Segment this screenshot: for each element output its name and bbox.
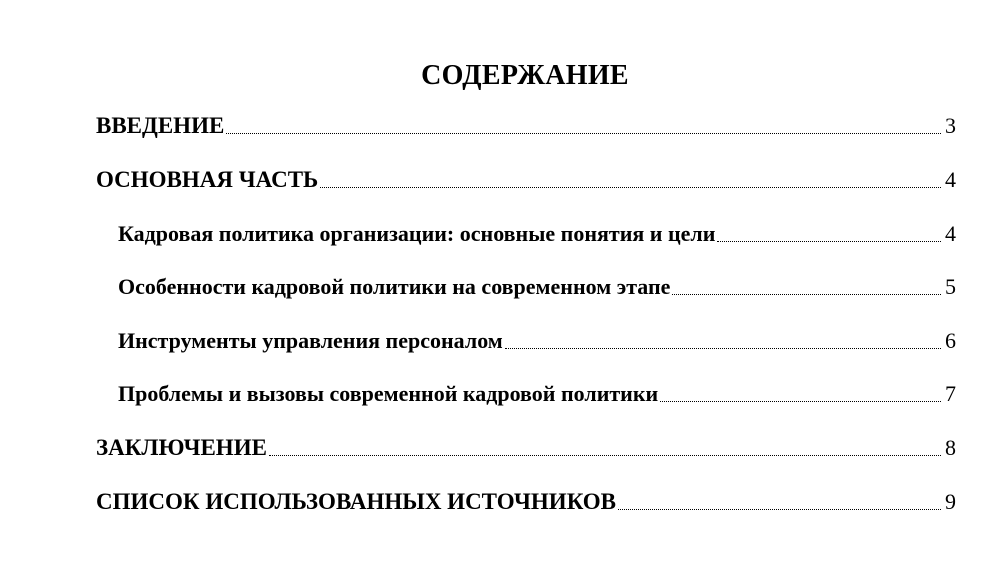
toc-entry-problems-challenges[interactable]	[118, 379, 956, 409]
toc-page-number: 8	[945, 435, 956, 460]
dot-leader	[269, 454, 941, 456]
toc-entry-hr-policy-concepts[interactable]	[118, 219, 956, 249]
toc-entry-text: ОСНОВНАЯ ЧАСТЬ	[96, 167, 319, 192]
toc-entry-hr-policy-features[interactable]	[118, 272, 956, 302]
toc-entry-conclusion[interactable]	[96, 433, 956, 463]
toc-entry-text: ВВЕДЕНИЕ	[96, 113, 225, 138]
toc-entry-text: Проблемы и вызовы современной кадровой политики	[118, 381, 659, 406]
toc-entry-management-tools[interactable]	[118, 326, 956, 356]
toc-title: СОДЕРЖАНИЕ	[421, 60, 629, 91]
toc-entry-text: ЗАКЛЮЧЕНИЕ	[96, 435, 267, 460]
toc-entry-text: СПИСОК ИСПОЛЬЗОВАННЫХ ИСТОЧНИКОВ	[96, 489, 617, 514]
toc-page-number: 6	[945, 328, 956, 353]
toc-page-number: 4	[945, 167, 956, 192]
toc-entry-text: Особенности кадровой политики на современном этапе	[118, 274, 671, 299]
dot-leader	[660, 400, 941, 402]
dot-leader	[226, 132, 941, 134]
toc-page-number: 7	[945, 381, 956, 406]
toc-entry-introduction[interactable]	[96, 111, 956, 141]
toc-entry-main-part[interactable]	[96, 165, 956, 195]
toc-page-number: 4	[945, 221, 956, 246]
toc-page-number: 5	[945, 274, 956, 299]
dot-leader	[618, 508, 941, 510]
dot-leader	[320, 186, 941, 188]
toc-entry-references[interactable]	[96, 487, 956, 517]
toc-page-number: 9	[945, 489, 956, 514]
dot-leader	[717, 240, 941, 242]
dot-leader	[672, 293, 941, 295]
toc-page-number: 3	[945, 113, 956, 138]
toc-entry-text: Кадровая политика организации: основные понятия и цели	[118, 221, 716, 246]
dot-leader	[505, 347, 941, 349]
toc-entry-text: Инструменты управления персоналом	[118, 328, 503, 353]
